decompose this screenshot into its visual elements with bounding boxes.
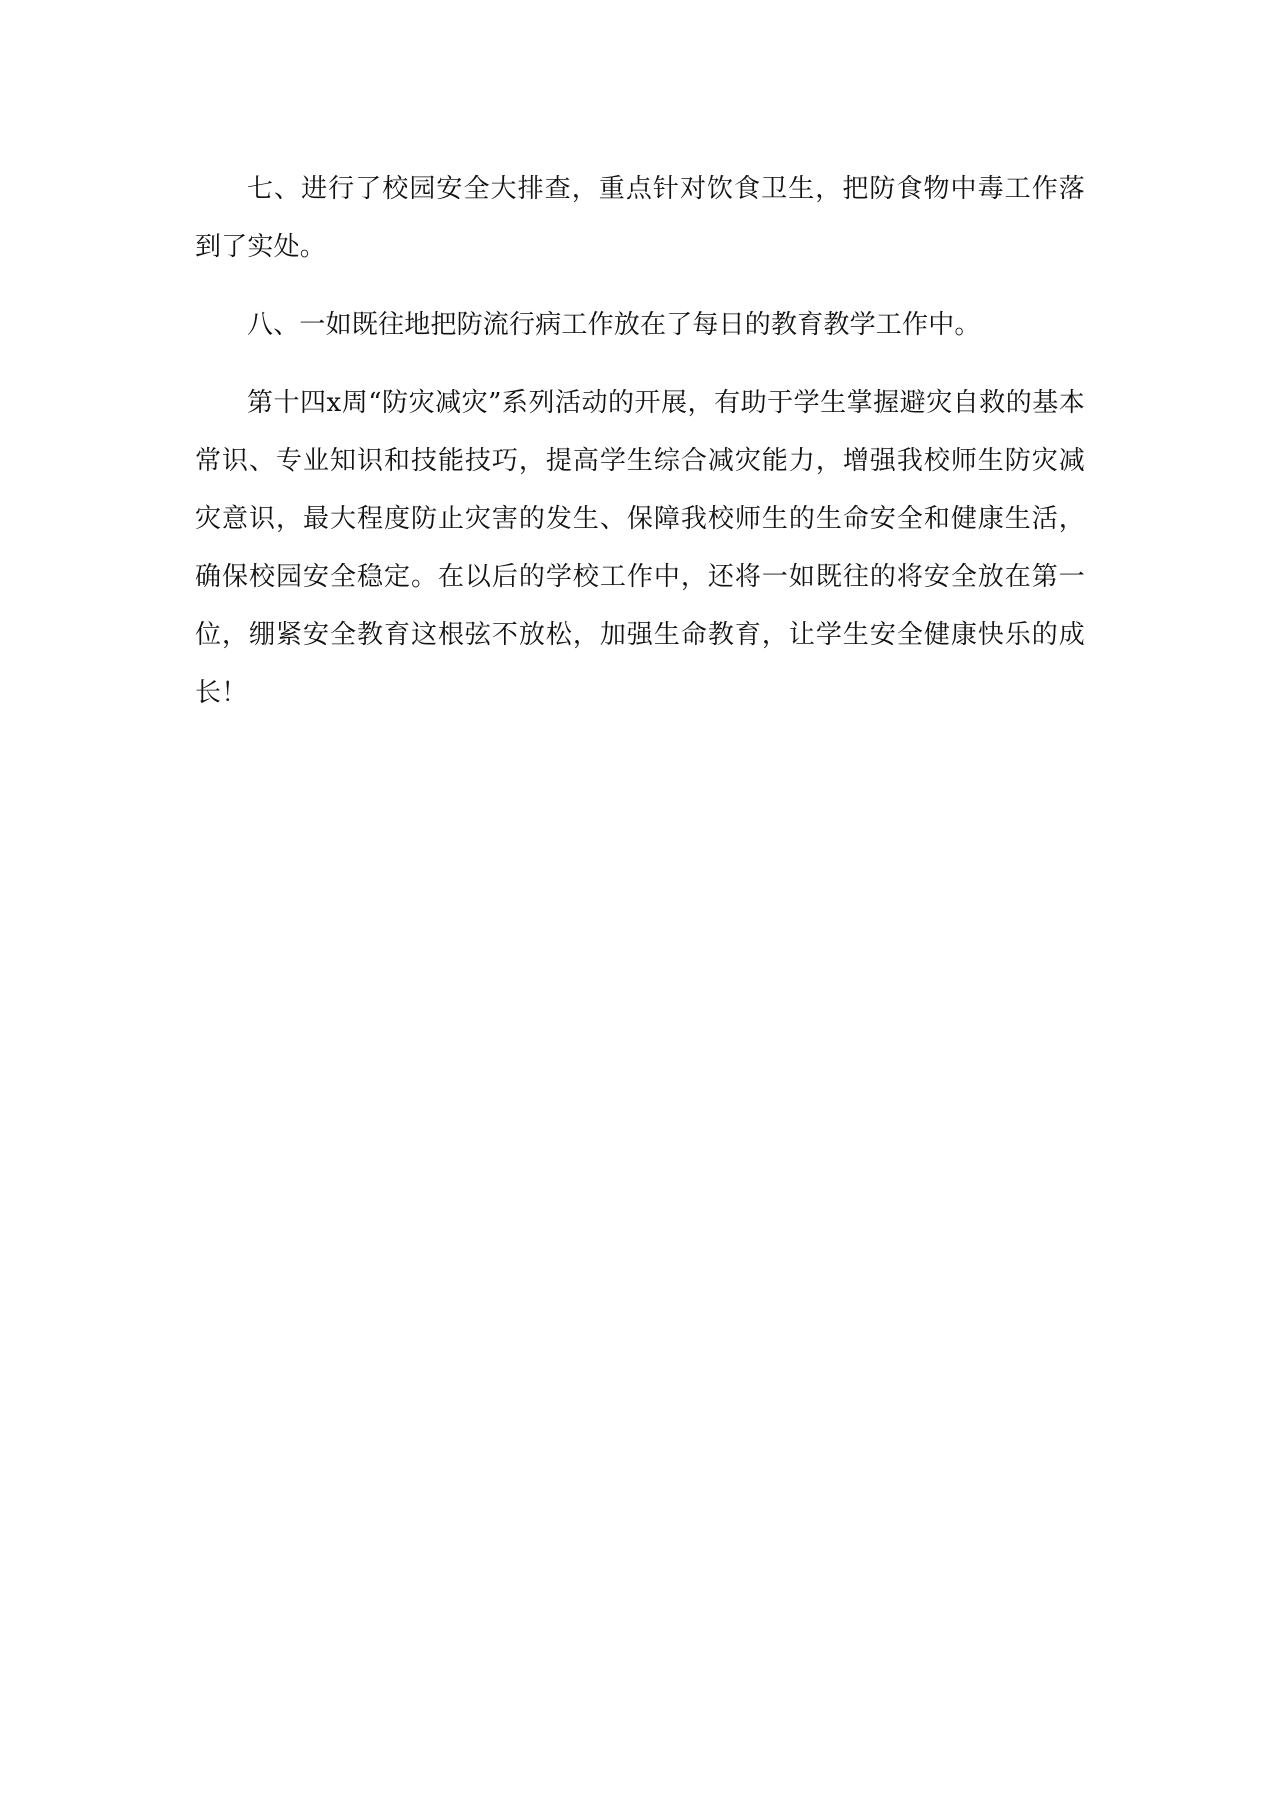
paragraph-item-7: 七、进行了校园安全大排查，重点针对饮食卫生，把防食物中毒工作落到了实处。	[195, 174, 1085, 262]
paragraph-summary: 第十四x周“防灾减灾”系列活动的开展，有助于学生掌握避灾自救的基本常识、专业知识和技能技巧，提高学生综合减灾能力，增强我校师生防灾减灾意识，最大程度防止灾害的发生、保障我校师生的生命安全和健康生活，确保校园安全稳定。在以后的学校工作中，还将一如既往的将安全放在第一位，绷紧安全教育这根弦不放松，加强生命教育，让学生安全健康快乐的成长！	[195, 388, 1085, 708]
paragraph-item-8: 八、一如既往地把防流行病工作放在了每日的教育教学工作中。	[247, 310, 981, 340]
document-body	[195, 160, 1085, 742]
